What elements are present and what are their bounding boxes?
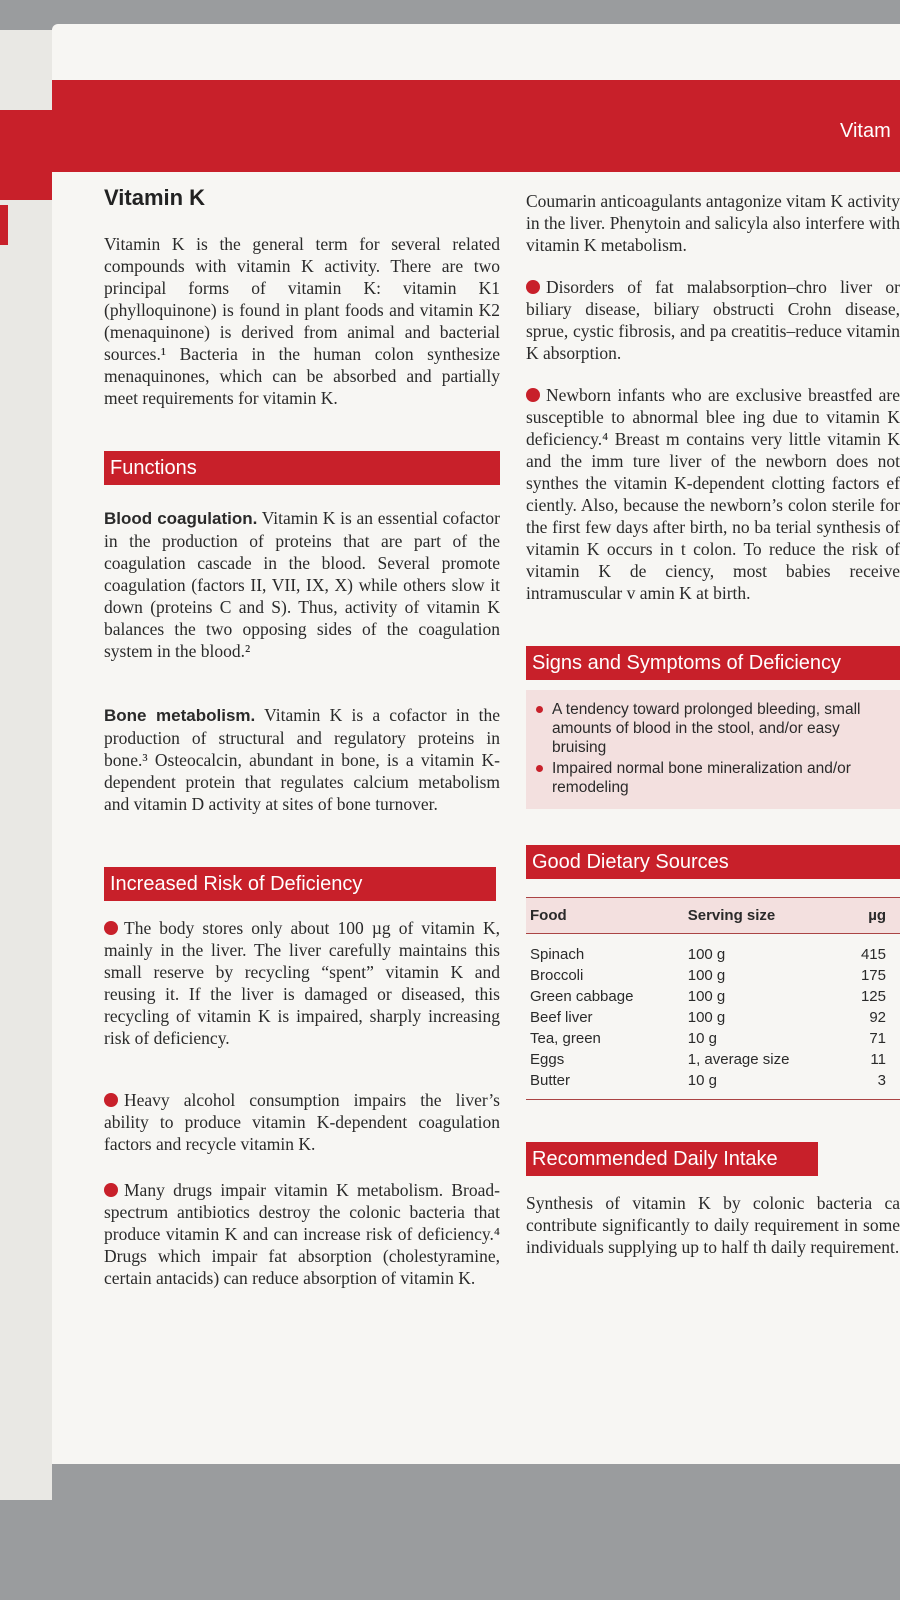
risk-item-1: [104, 917, 500, 1049]
risk-item-2-text: Heavy alcohol consumption impairs the liver’s ability to produce vitamin K-dependent coagulation factors and recycle vitamin K.: [104, 1090, 500, 1154]
table-row: [526, 1007, 900, 1028]
serving-cell: 1, average size: [687, 1051, 790, 1068]
left-column: [104, 185, 500, 1289]
food-cell: Broccoli: [530, 967, 584, 984]
ug-cell: 71: [869, 1030, 886, 1047]
serving-cell: 100 g: [687, 1009, 726, 1026]
newborn-text: Newborn infants who are exclusive breastfed are susceptible to abnormal blee ing due to vitamin K deficiency.⁴ Breast m contains very little vitamin K and the imm ture liver of the newborn does not synthes the vitamin K-dependent clotting factors ef ciently. Also, because the newborn’s colon sterile for the first few days after birth, no ba terial synthesis of vitamin K occurs in t colon. To reduce the risk of vitamin K de ciency, most babies receive intramuscular v amin K at birth.: [526, 385, 900, 603]
bullet-icon: [104, 1183, 118, 1197]
functions-heading: [104, 451, 500, 485]
rdi-paragraph: Synthesis of vitamin K by colonic bacteria ca contribute significantly to daily requirement in some individuals supplying up to half th daily requirement.: [526, 1193, 900, 1257]
rdi-heading: [526, 1142, 818, 1176]
signs-list: [534, 700, 892, 797]
signs-heading: [526, 646, 900, 680]
table-row: [526, 965, 900, 986]
blood-coagulation-paragraph: [104, 507, 500, 662]
serving-cell: 100 g: [687, 988, 726, 1005]
header-band: [52, 80, 900, 172]
sources-heading-text: Good Dietary Sources: [532, 851, 729, 873]
functions-heading-text: Functions: [110, 457, 197, 479]
ug-cell: 175: [860, 967, 886, 984]
food-cell: Beef liver: [530, 1009, 593, 1026]
column-header-food: Food: [526, 898, 684, 934]
blood-coagulation-label: Blood coagulation.: [104, 509, 258, 528]
column-header-serving: Serving size: [684, 898, 839, 934]
serving-cell: 100 g: [687, 967, 726, 984]
ug-cell: 92: [869, 1009, 886, 1026]
food-cell: Butter: [526, 1070, 684, 1100]
table-row: [526, 986, 900, 1007]
risk-item-3-text: Many drugs impair vitamin K metabolism. Broad-spectrum antibiotics destroy the colonic bacteria that produce vitamin K and can increase risk of deficiency.⁴ Drugs which impair fat absorption (cholestyramine, certain antacids) can reduce absorption of vitamin K.: [104, 1180, 500, 1288]
table-row: [526, 1028, 900, 1049]
risk-heading: [104, 867, 496, 901]
food-cell: Spinach: [530, 946, 585, 963]
newborn-paragraph: [526, 384, 900, 604]
section-title: Vitamin K: [104, 185, 206, 210]
risk-item-3: [104, 1179, 500, 1289]
rdi-heading-text: Recommended Daily Intake: [532, 1148, 778, 1170]
table-row: [526, 1049, 900, 1070]
bullet-icon: [526, 280, 540, 294]
blood-coagulation-text: Vitamin K is an essential cofactor in the production of proteins that are part of the coagulation cascade in the blood. Several promote coagulation (factors II, VII, IX, X) while others slow it down (proteins C and S). Thus, activity of vitamin K balances the two opposing sides of the coagulation system in the blood.²: [104, 508, 500, 661]
list-item: A tendency toward prolonged bleeding, small amounts of blood in the stool, and/or easy bruising: [534, 700, 892, 757]
ug-cell: 125: [860, 988, 886, 1005]
bullet-icon: [526, 388, 540, 402]
serving-cell: 10 g: [687, 1030, 717, 1047]
bullet-icon: [104, 921, 118, 935]
right-column: [526, 190, 900, 1258]
bone-metabolism-label: Bone metabolism.: [104, 706, 256, 725]
ug-cell: 11: [870, 1051, 886, 1068]
signs-heading-text: Signs and Symptoms of Deficiency: [532, 652, 842, 674]
page-edge-red-tab: [0, 110, 52, 200]
table-row: [526, 1070, 900, 1100]
risk-heading-text: Increased Risk of Deficiency: [110, 873, 363, 895]
bone-metabolism-paragraph: [104, 704, 500, 815]
disorders-text: Disorders of fat malabsorption–chro liver or biliary disease, biliary obstructi Crohn disease, sprue, cystic fibrosis, and pa creatitis–reduce vitamin K absorption.: [526, 277, 900, 363]
food-cell: Eggs: [530, 1051, 565, 1068]
previous-page-edge: [0, 30, 52, 1500]
food-cell: Tea, green: [530, 1030, 601, 1047]
page-edge-red-mark: [0, 205, 8, 245]
food-cell: Green cabbage: [530, 988, 634, 1005]
bullet-icon: [104, 1093, 118, 1107]
signs-box: [526, 690, 900, 809]
dietary-sources-table: [526, 897, 900, 1100]
column-header-ug: µg: [839, 898, 900, 934]
sources-heading: [526, 845, 900, 879]
risk-item-1-text: The body stores only about 100 µg of vitamin K, mainly in the liver. The liver carefully maintains this small reserve by recycling “spent” vitamin K and reusing it. If the liver is damaged or diseased, this recycling of vitamin K is impaired, sharply increasing risk of deficiency.: [104, 918, 500, 1048]
serving-cell: 10 g: [684, 1070, 839, 1100]
serving-cell: 100 g: [687, 946, 726, 963]
list-item: Impaired normal bone mineralization and/or remodeling: [534, 759, 892, 797]
ug-cell: 415: [860, 946, 886, 963]
table-row: [526, 934, 900, 966]
running-title: Vitam: [840, 120, 891, 142]
ug-cell: 3: [839, 1070, 900, 1100]
risk-item-2: [104, 1089, 500, 1155]
intro-paragraph: Vitamin K is the general term for several related compounds with vitamin K activity. There are two principal forms of vitamin K: vitamin K1 (phylloquinone) is found in plant foods and vitamin K2 (menaquinone) is derived from animal and bacterial sources.¹ Bacteria in the human colon synthesize menaquinones, which can be absorbed and partially meet requirements for vitamin K.: [104, 234, 500, 408]
disorders-paragraph: [526, 276, 900, 364]
bone-metabolism-text: Vitamin K is a cofactor in the production of structural and regulatory proteins in bone.³ Osteocalcin, abundant in bone, is a vitamin K-dependent protein that regulates calcium metabolism and vitamin D activity at sites of bone turnover.: [104, 705, 501, 814]
table-header-row: [526, 898, 900, 934]
coumarin-paragraph: Coumarin anticoagulants antagonize vitam K activity in the liver. Phenytoin and salicyla also interfere with vitamin K metabolism.: [526, 191, 900, 255]
